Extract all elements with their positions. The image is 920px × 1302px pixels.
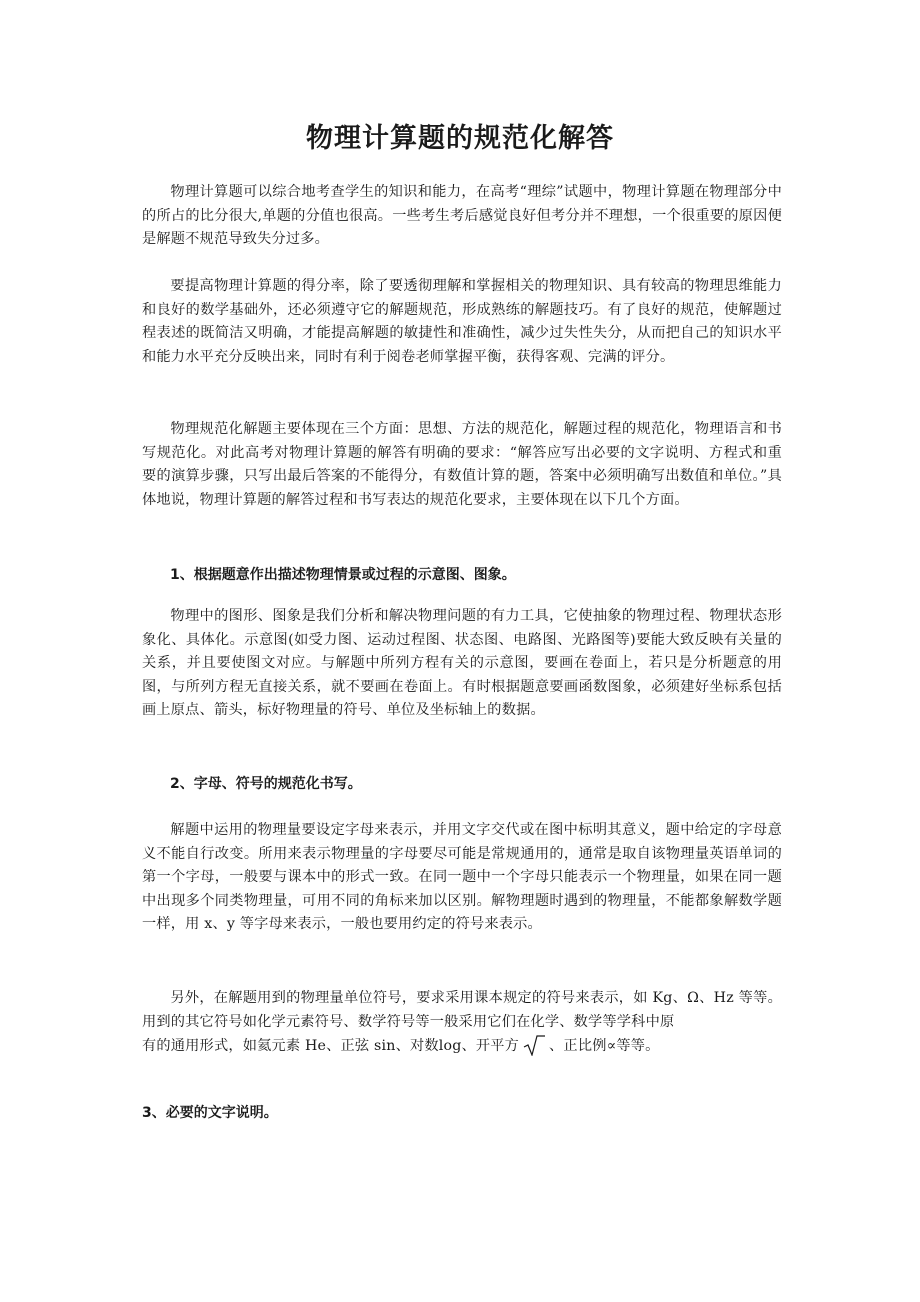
square-root-symbol (523, 1034, 545, 1056)
paragraph-symbols: 解题中运用的物理量要设定字母来表示，并用文字交代或在图中标明其意义，题中给定的字母意义不能自行改变。所用来表示物理量的字母要尽可能是常规通用的，通常是取自该物理量英语单词的第一个字母，一般要与课本中的形式一致。在同一题中一个字母只能表示一个物理量，如果在同一题中出现多个同类物理量，可用不同的角标来加以区别。解物理题时遇到的物理量，不能都象解数学题一样，用 x、y 等字母来表示，一般也要用约定的符号来表示。 (142, 822, 782, 933)
paragraph-score-rate: 要提高物理计算题的得分率，除了要透彻理解和掌握相关的物理知识、具有较高的物理思维能力和良好的数学基础外，还必须遵守它的解题规范，形成熟练的解题技巧。有了良好的规范，使解题过程表述的既简洁又明确，才能提高解题的敏捷性和准确性，减少过失性失分，从而把自己的知识水平和能力水平充分反映出来，同时有利于阅卷老师掌握平衡，获得客观、完满的评分。 (142, 278, 782, 365)
paragraph-intro: 物理计算题可以综合地考查学生的知识和能力，在高考“理综”试题中，物理计算题在物理部分中的所占的比分很大,单题的分值也很高。一些考生考后感觉良好但考分并不理想，一个很重要的原因便是解题不规范导致失分过多。 (142, 184, 782, 248)
section-heading-3: 3、必要的文字说明。 (142, 1105, 278, 1121)
paragraph-units-c-text: 、正比例∝等等。 (549, 1038, 660, 1054)
paragraph-units-b (142, 1034, 782, 1059)
paragraph-three-aspects: 物理规范化解题主要体现在三个方面：思想、方法的规范化，解题过程的规范化，物理语言和书写规范化。对此高考对物理计算题的解答有明确的要求：“解答应写出必要的文字说明、方程式和重要的演算步骤，只写出最后答案的不能得分，有数值计算的题，答案中必须明确写出数值和单位。”具体地说，物理计算题的解答过程和书写表达的规范化要求，主要体现在以下几个方面。 (142, 421, 782, 508)
page-title: 物理计算题的规范化解答 (306, 123, 614, 154)
section-heading-1: 1、根据题意作出描述物理情景或过程的示意图、图象。 (170, 567, 516, 583)
paragraph-units-a: 另外，在解题用到的物理量单位符号，要求采用课本规定的符号来表示，如 Kg、Ω、Hz 等等。用到的其它符号如化学元素符号、数学符号等一般采用它们在化学、数学等学科中原 (142, 990, 782, 1030)
section-heading-2: 2、字母、符号的规范化书写。 (170, 776, 362, 792)
paragraph-diagrams: 物理中的图形、图象是我们分析和解决物理问题的有力工具，它使抽象的物理过程、物理状态形象化、具体化。示意图(如受力图、运动过程图、状态图、电路图、光路图等)要能大致反映有关量的关系，并且要使图文对应。与解题中所列方程有关的示意图，要画在卷面上，若只是分析题意的用图，与所列方程无直接关系，就不要画在卷面上。有时根据题意要画函数图象，必须建好坐标系包括画上原点、箭头，标好物理量的符号、单位及坐标轴上的数据。 (142, 608, 782, 719)
paragraph-units-b-text: 有的通用形式，如氦元素 He、正弦 sin、对数log、开平方 (142, 1038, 520, 1054)
